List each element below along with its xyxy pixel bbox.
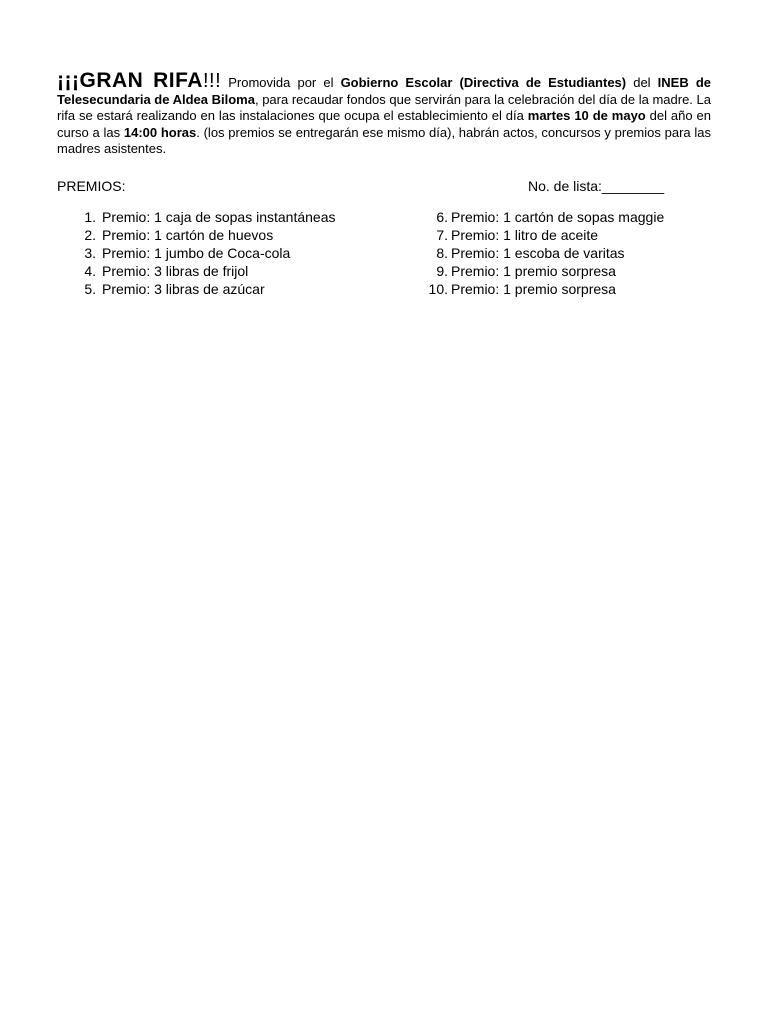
- prize-number: 6.: [436, 209, 448, 225]
- prize-list-left: [72, 208, 392, 298]
- prize-number: 10.: [428, 281, 448, 297]
- prize-number: 4.: [84, 263, 96, 279]
- prize-text: Premio: 1 premio sorpresa: [451, 281, 616, 297]
- prize-text: Premio: 1 jumbo de Coca-cola: [102, 245, 291, 261]
- prizes-heading: PREMIOS:: [57, 178, 126, 194]
- intro-text: del: [626, 75, 658, 90]
- prize-item: [72, 262, 392, 280]
- prize-item: [72, 280, 392, 298]
- intro-text: . (los premios se entregarán ese mismo día), habrán actos, concursos y premios para las madres asistentes.: [57, 124, 711, 156]
- prize-number: 1.: [84, 209, 96, 225]
- prize-text: Premio: 1 caja de sopas instantáneas: [102, 209, 336, 225]
- prize-text: Premio: 1 cartón de sopas maggie: [451, 209, 665, 225]
- prize-item: [422, 262, 722, 280]
- school-name: INEB de Telesecundaria de Aldea Biloma: [57, 75, 711, 107]
- prize-number: 9.: [436, 263, 448, 279]
- prize-item: [422, 280, 722, 298]
- prize-item: [72, 208, 392, 226]
- prize-text: Premio: 1 cartón de huevos: [102, 227, 274, 243]
- intro-text: del año en curso a las: [57, 108, 711, 140]
- prize-item: [72, 226, 392, 244]
- prize-item: [422, 208, 722, 226]
- raffle-headline: ¡¡¡GRAN RIFA: [57, 69, 203, 92]
- prize-number: 3.: [84, 245, 96, 261]
- intro-text: Promovida por el: [221, 75, 341, 90]
- list-number-field: No. de lista:________: [528, 178, 665, 194]
- prize-text: Premio: 3 libras de frijol: [102, 263, 249, 279]
- prize-number: 2.: [84, 227, 96, 243]
- prize-number: 7.: [436, 227, 448, 243]
- event-time: 14:00 horas: [123, 124, 197, 140]
- prize-list-right: [422, 208, 722, 298]
- prize-text: Premio: 1 premio sorpresa: [451, 263, 616, 279]
- prize-item: [72, 244, 392, 262]
- prize-item: [422, 244, 722, 262]
- prize-item: [422, 226, 722, 244]
- prize-text: Premio: 3 libras de azúcar: [102, 281, 265, 297]
- intro-text: , para recaudar fondos que servirán para la celebración del día de la madre. La rifa se estará realizando en las instalaciones que ocupa el establecimiento el día: [57, 91, 711, 123]
- prize-number: 5.: [84, 281, 96, 297]
- prize-text: Premio: 1 litro de aceite: [451, 227, 599, 243]
- prize-text: Premio: 1 escoba de varitas: [451, 245, 625, 261]
- intro-paragraph: [57, 69, 711, 158]
- raffle-headline-exclamations: !!!: [202, 70, 222, 92]
- prize-number: 8.: [436, 245, 448, 261]
- organizer-name: Gobierno Escolar (Directiva de Estudiantes): [340, 75, 627, 90]
- event-date: martes 10 de mayo: [527, 108, 646, 123]
